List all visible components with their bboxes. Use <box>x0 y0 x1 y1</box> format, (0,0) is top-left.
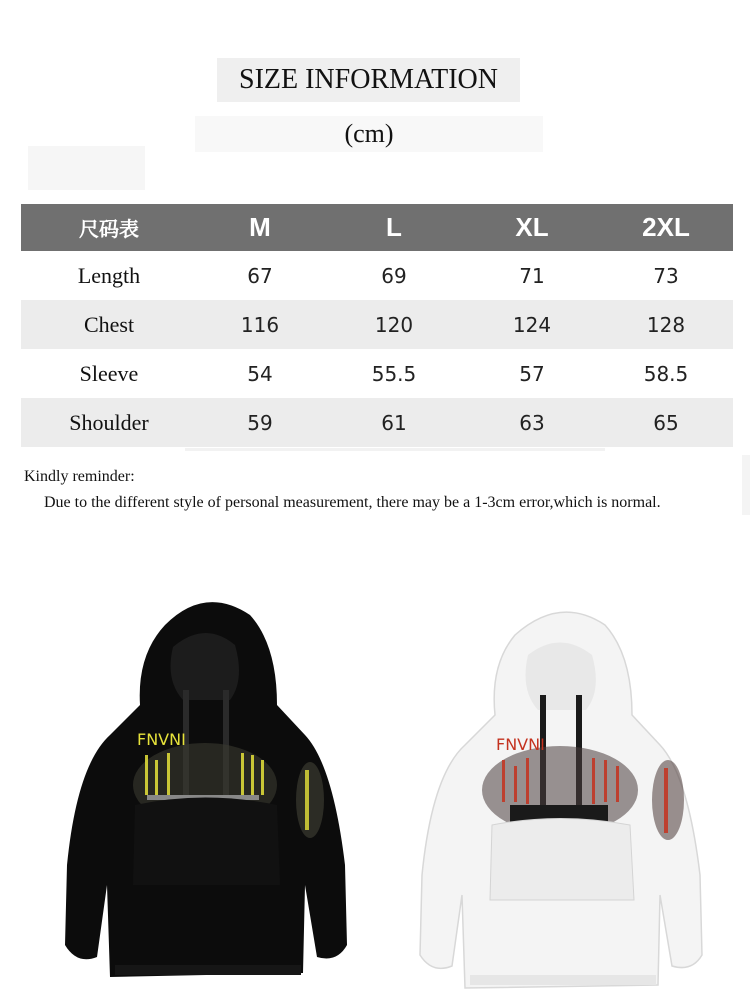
size-header-l: L <box>386 212 402 242</box>
table-cell: 61 <box>381 410 407 435</box>
table-cell: 59 <box>247 410 273 435</box>
table-cell: 71 <box>519 263 545 288</box>
size-header-xl: XL <box>515 212 549 242</box>
size-table-header-row <box>21 204 733 251</box>
table-cell: 73 <box>653 263 679 288</box>
black-hoodie-image <box>55 585 355 980</box>
reminder-text: Due to the different style of personal measurement, there may be a 1-3cm error,which is normal. <box>44 494 661 511</box>
table-cell: 120 <box>374 312 414 337</box>
table-cell: 57 <box>519 361 545 386</box>
table-cell: 54 <box>247 361 273 386</box>
row-label: Shoulder <box>69 409 149 435</box>
size-header-m: M <box>249 212 271 242</box>
size-chart-label: 尺码表 <box>79 217 139 241</box>
table-cell: 124 <box>512 312 552 337</box>
table-row-sleeve <box>21 349 733 398</box>
unit-label: (cm) <box>195 116 543 152</box>
size-header-2xl: 2XL <box>642 212 690 242</box>
table-cell: 69 <box>381 263 407 288</box>
edge-mark <box>742 455 750 515</box>
reminder-title: Kindly reminder: <box>24 468 135 485</box>
white-hoodie-icon <box>410 600 710 990</box>
table-row-chest <box>21 300 733 349</box>
table-cell: 55.5 <box>371 361 417 386</box>
table-row-shoulder <box>21 398 733 447</box>
table-row-length <box>21 251 733 300</box>
hoodie-print-letters: FNVNI <box>137 730 186 749</box>
divider <box>185 448 605 451</box>
size-chart-table <box>21 204 733 447</box>
row-label: Chest <box>83 311 135 337</box>
blank-label-area <box>28 146 145 190</box>
black-hoodie-icon <box>55 585 355 980</box>
row-label: Length <box>77 262 141 288</box>
row-label: Sleeve <box>79 360 139 386</box>
table-cell: 65 <box>653 410 679 435</box>
table-cell: 116 <box>240 312 280 337</box>
table-cell: 63 <box>519 410 545 435</box>
hoodie-print-letters: FNVNI <box>496 735 545 754</box>
table-cell: 67 <box>247 263 273 288</box>
table-cell: 58.5 <box>643 361 689 386</box>
white-hoodie-image <box>410 600 710 990</box>
page-title: SIZE INFORMATION <box>217 58 520 102</box>
table-cell: 128 <box>646 312 686 337</box>
